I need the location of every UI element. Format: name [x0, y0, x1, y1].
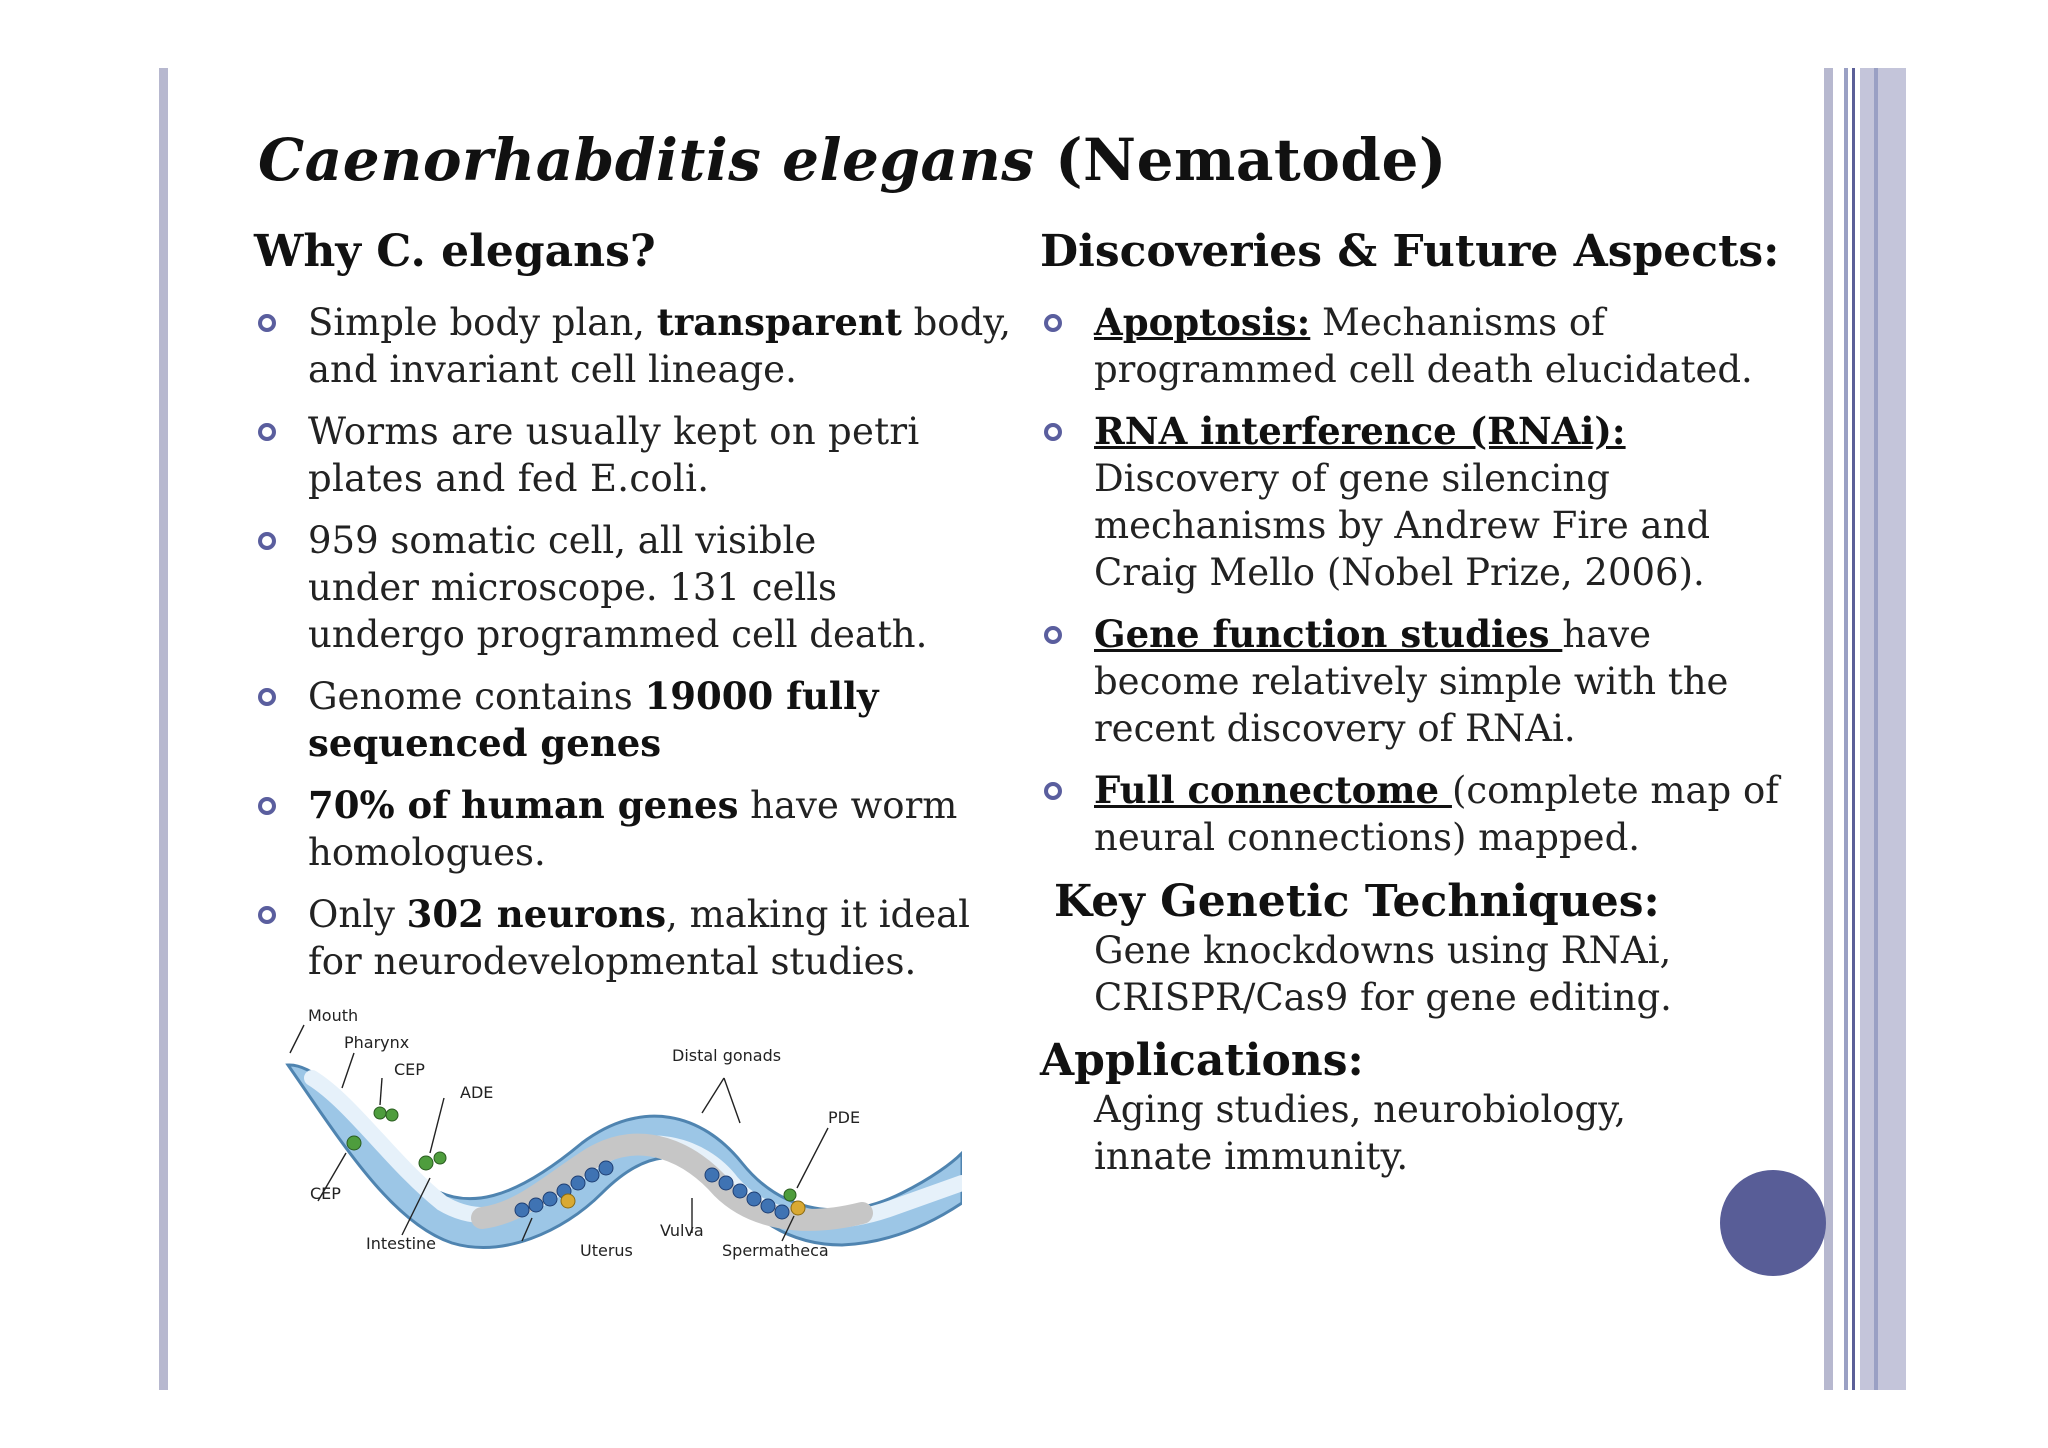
label-spermatheca: Spermatheca — [722, 1241, 829, 1260]
list-item: Worms are usually kept on petri plates and fed E.coli. — [254, 408, 1034, 502]
bullet-icon — [258, 906, 276, 924]
decorative-circle — [1720, 1170, 1826, 1276]
list-item: Full connectome (complete map of neural connections) mapped. — [1040, 767, 1840, 861]
title-species: Caenorhabditis elegans — [258, 126, 1035, 194]
bullet-icon — [258, 423, 276, 441]
list-item: RNA interference (RNAi): Discovery of gene silencing mechanisms by Andrew Fire and Craig Mello (Nobel Prize, 2006). — [1040, 408, 1840, 596]
bullet-icon — [1044, 626, 1062, 644]
left-column — [254, 226, 1034, 1000]
label-distal-gonads: Distal gonads — [672, 1046, 782, 1065]
label-pde: PDE — [828, 1108, 861, 1127]
left-heading: Why C. elegans? — [254, 226, 656, 277]
bullet-icon — [258, 532, 276, 550]
list-item: Only 302 neurons, making it ideal for neurodevelopmental studies. — [254, 891, 1034, 985]
list-item: 70% of human genes have worm homologues. — [254, 782, 1034, 876]
title-common-name: (Nematode) — [1034, 126, 1447, 194]
right-bullet-list — [1040, 299, 1840, 861]
bullet-icon — [1044, 423, 1062, 441]
label-cep-top: CEP — [394, 1060, 425, 1079]
list-item: Simple body plan, transparent body, and invariant cell lineage. — [254, 299, 1034, 393]
bullet-icon — [1044, 782, 1062, 800]
worm-anatomy-diagram — [282, 1003, 962, 1273]
slide-title — [258, 126, 1447, 194]
techniques-heading: Key Genetic Techniques: — [1054, 876, 1660, 927]
bullet-icon — [258, 314, 276, 332]
techniques-body: Gene knockdowns using RNAi, CRISPR/Cas9 for gene editing. — [1094, 929, 1672, 1019]
label-uterus: Uterus — [580, 1241, 633, 1260]
list-item: Genome contains 19000 fully sequenced genes — [254, 673, 1034, 767]
right-heading: Discoveries & Future Aspects: — [1040, 226, 1780, 277]
applications-heading: Applications: — [1040, 1035, 1364, 1086]
left-decor-bar — [159, 68, 168, 1390]
label-mouth: Mouth — [308, 1006, 359, 1025]
bullet-icon — [258, 688, 276, 706]
bullet-icon — [258, 797, 276, 815]
label-cep-left: CEP — [310, 1184, 341, 1203]
bullet-icon — [1044, 314, 1062, 332]
label-vulva: Vulva — [660, 1221, 704, 1240]
left-bullet-list — [254, 299, 1034, 985]
label-pharynx: Pharynx — [344, 1033, 410, 1052]
list-item: Gene function studies have become relatively simple with the recent discovery of RNAi. — [1040, 611, 1840, 752]
label-intestine: Intestine — [366, 1234, 437, 1253]
label-ade: ADE — [460, 1083, 494, 1102]
list-item: 959 somatic cell, all visible under microscope. 131 cells undergo programmed cell death. — [254, 517, 1034, 658]
right-column — [1040, 226, 1840, 1180]
list-item: Apoptosis: Mechanisms of programmed cell death elucidated. — [1040, 299, 1840, 393]
applications-body: Aging studies, neurobiology, innate immunity. — [1094, 1088, 1626, 1178]
